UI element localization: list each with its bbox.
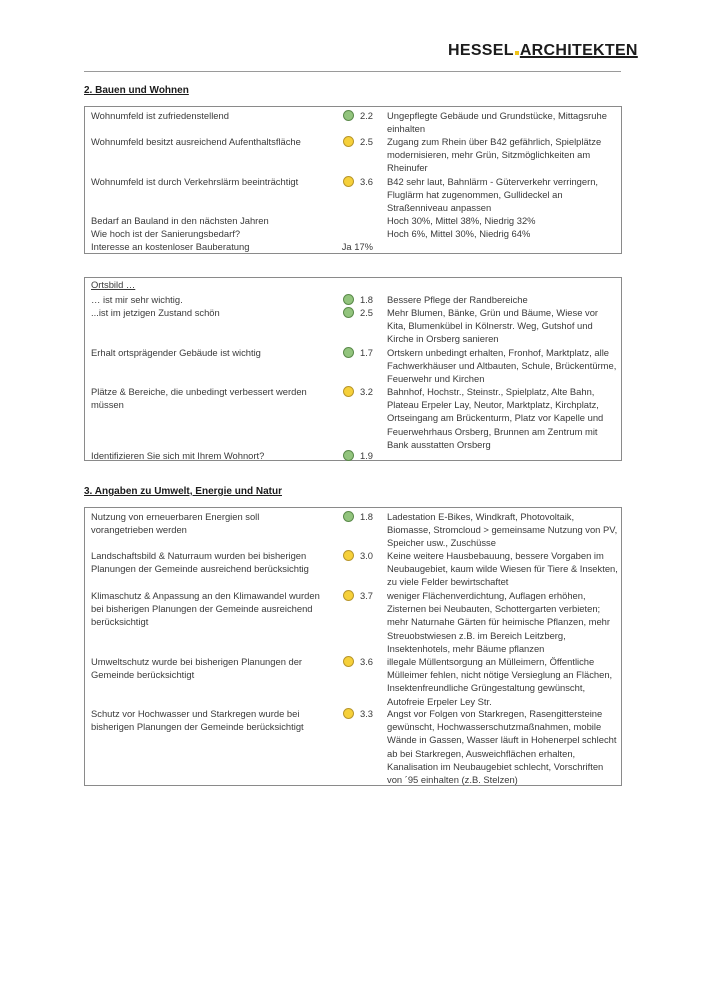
comment-text: Zugang zum Rhein über B42 gefährlich, Spielplätze modernisieren, mehr Grün, Sitzmöglichkeiten am Rheinufer (387, 136, 602, 174)
rating-dot-yellow (343, 136, 354, 147)
rating-dot-green (343, 450, 354, 461)
question-text: Wohnumfeld ist zufriedenstellend (91, 110, 229, 121)
question-text: Interesse an kostenloser Bauberatung (91, 241, 250, 252)
logo-dot (515, 51, 519, 55)
question-text: Schutz vor Hochwasser und Starkregen wurde bei bisherigen Planungen der Gemeinde berücksichtigt (91, 708, 304, 733)
question-text: Identifizieren Sie sich mit Ihrem Wohnort? (91, 450, 265, 461)
rating-dot-yellow (343, 656, 354, 667)
rating-dot-green (343, 511, 354, 522)
rating-dot-yellow (343, 386, 354, 397)
logo-text-part1: HESSEL (448, 42, 514, 59)
question-text: Wohnumfeld besitzt ausreichend Aufenthaltsfläche (91, 136, 301, 147)
comment-text: Mehr Blumen, Bänke, Grün und Bäume, Wiese vor Kita, Blumenkübel in Kölnerstr. Weg, Gutshof und Kirche in Orsberg sanieren (387, 307, 599, 345)
question-text: Umweltschutz wurde bei bisherigen Planungen der Gemeinde berücksichtigt (91, 656, 303, 681)
rating-dot-yellow (343, 708, 354, 719)
rating-dot-green (343, 110, 354, 121)
table-ortsbild (84, 277, 622, 461)
comment-text: Bessere Pflege der Randbereiche (387, 294, 528, 305)
comment-text: Hoch 30%, Mittel 38%, Niedrig 32% (387, 215, 536, 226)
rating-value: Ja 17% (341, 241, 373, 252)
question-text: Wohnumfeld ist durch Verkehrslärm beeinträchtigt (91, 176, 299, 187)
rating-value: 3.6 (359, 656, 373, 667)
table-bauen-wohnen (84, 106, 622, 254)
question-text: Plätze & Bereiche, die unbedingt verbessert werden müssen (91, 386, 307, 411)
rating-value: 3.0 (359, 550, 373, 561)
question-text: Klimaschutz & Anpassung an den Klimawandel wurden bei bisherigen Planungen der Gemeinde ausreichend berücksichtigt (91, 590, 320, 628)
rating-value: 2.2 (359, 110, 373, 121)
rating-value: 3.3 (359, 708, 373, 719)
rating-dot-yellow (343, 176, 354, 187)
question-text: Nutzung von erneuerbaren Energien soll vorangetrieben werden (91, 511, 260, 536)
ortsbild-title: Ortsbild … (91, 279, 136, 290)
rating-value: 1.9 (359, 450, 373, 461)
section-title-umwelt-energie-natur: 3. Angaben zu Umwelt, Energie und Natur (84, 486, 282, 497)
comment-text: Hoch 6%, Mittel 30%, Niedrig 64% (387, 228, 531, 239)
comment-text: Ortskern unbedingt erhalten, Fronhof, Marktplatz, alle Fachwerkhäuser und Altbauten, Schule, Brückentürme, Feuerwehr und Kirchen (387, 347, 617, 385)
question-text: ...ist im jetzigen Zustand schön (91, 307, 220, 318)
rating-dot-yellow (343, 590, 354, 601)
question-text: Erhalt ortsprägender Gebäude ist wichtig (91, 347, 261, 358)
comment-text: illegale Müllentsorgung an Mülleimern, Öffentliche Mülleimer fehlen, nicht nötige Versieglung an Flächen, Insektenfreundliche Grüngestaltung gewünscht, Autofreie Erpeler Ley Str. (387, 656, 613, 707)
comment-text: Angst vor Folgen von Starkregen, Rasengittersteine gewünscht, Hochwasserschutzmaßnahmen, mobile Wände in Gassen, Wasser läuft in Hohenerpel schlecht ab bei Starkregen, Ausweichflächen erhalten, Kanalisation im Neubaugebiet schlecht, Vorschriften von ´95 einhalten (z.B. Stelzen) (387, 708, 617, 786)
rating-value: 3.6 (359, 176, 373, 187)
rating-dot-green (343, 294, 354, 305)
company-logo (448, 42, 638, 60)
comment-text: Bahnhof, Hochstr., Steinstr., Spielplatz, Alte Bahn, Plateau Erpeler Lay, Neutor, Marktplatz, Kirchplatz, Ortseingang am Brückenturm, Platz vor Kapelle und Feuerwehrhaus Orsberg, Brunnen am Zentrum mit Bank ausstatten Orsberg (387, 386, 604, 450)
comment-text: Ladestation E-Bikes, Windkraft, Photovoltaik, Biomasse, Stromcloud > gemeinsame Nutzung von PV, Speicher usw., Zuschüsse (387, 511, 618, 549)
rating-value: 1.8 (359, 511, 373, 522)
question-text: … ist mir sehr wichtig. (91, 294, 183, 305)
rating-dot-green (343, 307, 354, 318)
logo-text-part2: ARCHITEKTEN (519, 42, 638, 59)
question-text: Wie hoch ist der Sanierungsbedarf? (91, 228, 241, 239)
rating-value: 1.8 (359, 294, 373, 305)
header-divider (84, 71, 621, 72)
comment-text: weniger Flächenverdichtung, Auflagen erhöhen, Zisternen bei Neubauten, Schottergarten verbieten; mehr Naturnahe Gärten für heimische Pflanzen, mehr Streuobstwiesen z.B. im Bereich Leitzberg, Insektenhotels, mehr Bäume pflanzen (387, 590, 611, 654)
rating-dot-yellow (343, 550, 354, 561)
comment-text: Keine weitere Hausbebauung, bessere Vorgaben im Neubaugebiet, kaum wilde Wiesen für Tiere & Insekten, zu viele Felder bewirtschaftet (387, 550, 618, 588)
question-text: Landschaftsbild & Naturraum wurden bei bisherigen Planungen der Gemeinde ausreichend berücksichtig (91, 550, 309, 575)
rating-value: 2.5 (359, 136, 373, 147)
rating-value: 3.7 (359, 590, 373, 601)
rating-value: 2.5 (359, 307, 373, 318)
section-title-bauen-wohnen: 2. Bauen und Wohnen (84, 85, 189, 96)
rating-value: 1.7 (359, 347, 373, 358)
rating-value: 3.2 (359, 386, 373, 397)
comment-text: Ungepflegte Gebäude und Grundstücke, Mittagsruhe einhalten (387, 110, 607, 135)
rating-dot-green (343, 347, 354, 358)
table-umwelt-energie-natur (84, 507, 622, 786)
comment-text: B42 sehr laut, Bahnlärm - Güterverkehr verringern, Fluglärm hat zugenommen, Gullideckel an Straßenniveau anpassen (387, 176, 599, 214)
question-text: Bedarf an Bauland in den nächsten Jahren (91, 215, 269, 226)
